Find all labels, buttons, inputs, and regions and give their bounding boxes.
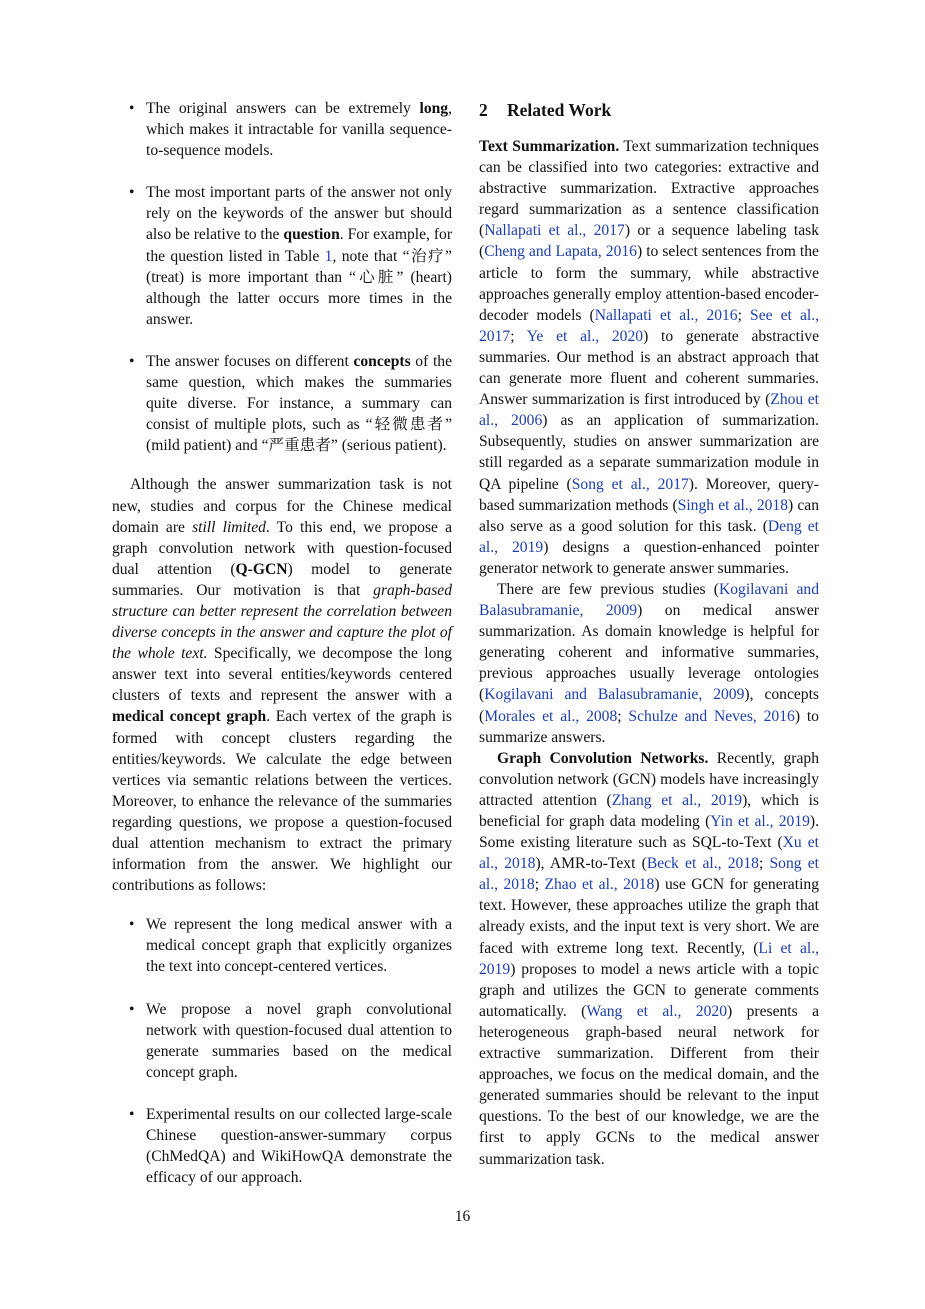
citation-link[interactable]: Song et al., 2017 [571,475,689,493]
citation-link[interactable]: Kogilavani and Balasubramanie, 2009 [484,686,745,704]
citation-link[interactable]: Zhang et al., 2019 [611,791,743,809]
right-column [479,98,819,1170]
section-heading: 2 Related Work [479,100,612,120]
citation-link[interactable]: Schulze and Neves, 2016 [628,707,795,725]
gcn-paragraph: Graph Convolution Networks. Recently, graph convolution network (GCN) models have increasingly attracted attention (Zhang et al., 2019), which is beneficial for graph data modeling (Yin et al., 2019). Some existing literature such as SQL-to-Text (Xu et al., 2018), AMR-to-Text (Beck et al., 2018; Song et al., 2018; Zhao et al., 2018) use GCN for generating text. However, these approaches utilize the graph that already exists, and the input text is very short. We are faced with extreme long text. Recently, (Li et al., 2019) proposes to model a news article with a topic graph and utilizes the GCN to generate comments automatically. (Wang et al., 2020) presents a heterogeneous graph-based neural network for extractive summarization. Different from their approaches, we focus on the medical domain, and the generated summaries should be relevant to the input questions. To the best of our knowledge, we are the first to apply GCNs to the medical answer summarization task. [479,749,820,1168]
citation-link[interactable]: Yin et al., 2019 [710,813,810,830]
contributions-list [112,914,452,1188]
citation-link[interactable]: Xu et al., 2018 [479,834,819,873]
list-item: • We propose a novel graph convolutional network with question-focused dual attention to generate summaries based on the medical concept graph. [112,999,452,1083]
list-item: • The original answers can be extremely long, which makes it intractable for vanilla sequence-to-sequence models. [112,98,452,161]
page-number: 16 [454,1208,471,1225]
citation-link[interactable]: Morales et al., 2008 [484,707,618,725]
citation-link[interactable]: Nallapati et al., 2017 [484,222,625,240]
intro-challenges-list [112,98,452,456]
citation-link[interactable]: Ye et al., 2020 [526,327,644,345]
citation-link[interactable]: See et al., 2017 [479,306,819,345]
motivation-paragraph: Although the answer summarization task is not new, studies and corpus for the Chinese medical domain are still limited. To this end, we propose a graph convolution network with question-focused dual attention (Q-GCN) model to generate summaries. Our motivation is that graph-based structure can better represent the correlation between diverse concepts in the answer and capture the plot of the whole text. Specifically, we decompose the long answer text into several entities/keywords centered clusters of texts and represent the answer with a medical concept graph. Each vertex of the graph is formed with concept clusters regarding the entities/keywords. We calculate the edge between vertices via semantic relations between the vertices. Moreover, to enhance the relevance of the summaries regarding questions, we propose a question-focused dual attention mechanism to extract the primary information from the answer. We highlight our contributions as follows: [112,476,452,895]
citation-link[interactable]: Singh et al., 2018 [677,496,789,514]
left-column [112,98,452,1188]
citation-link[interactable]: Song et al., 2018 [479,855,820,894]
citation-link[interactable]: Zhou et al., 2006 [479,391,819,430]
citation-link[interactable]: Kogilavani and Balasubramanie, 2009 [479,580,819,620]
medical-summarization-paragraph: There are few previous studies (Kogilavani and Balasubramanie, 2009) on medical answer summarization. As domain knowledge is helpful for generating coherent and informative summaries, previous approaches usually leverage ontologies (Kogilavani and Balasubramanie, 2009), concepts (Morales et al., 2008; Schulze and Neves, 2016) to summarize answers. [479,580,820,746]
citation-link[interactable]: Deng et al., 2019 [479,517,819,556]
citation-link[interactable]: Li et al., 2019 [479,939,819,978]
citation-link[interactable]: Cheng and Lapata, 2016 [484,243,637,261]
citation-link[interactable]: Wang et al., 2020 [586,1002,727,1020]
citation-link[interactable]: Nallapati et al., 2016 [594,306,738,324]
list-item: • The answer focuses on different concepts of the same question, which makes the summaries quite diverse. For instance, a summary can consist of multiple plots, such as “轻微患者” (mild patient) and “严重患者” (serious patient). [112,351,452,456]
list-item: • The most important parts of the answer not only rely on the keywords of the answer but should also be relative to the question. For example, for the question listed in Table 1, note that “治疗” (treat) is more important than “心脏” (heart) although the latter occurs more times in the answer. [112,182,452,330]
table-ref-link[interactable]: 1 [324,247,333,265]
list-item: • We represent the long medical answer with a medical concept graph that explicitly organizes the text into concept-centered vertices. [112,914,452,977]
citation-link[interactable]: Beck et al., 2018 [646,855,759,873]
citation-link[interactable]: Zhao et al., 2018 [544,876,655,894]
text-summarization-paragraph: Text Summarization. Text summarization techniques can be classified into two categories: extractive and abstractive summarization. Extractive approaches regard summarization as a sentence classification (Nallapati et al., 2017) or a sequence labeling task (Cheng and Lapata, 2016) to select sentences from the article to form the summary, while abstractive approaches generally employ attention-based encoder-decoder models (Nallapati et al., 2016; See et al., 2017; Ye et al., 2020) to generate abstractive summaries. Our method is an abstract approach that can generate more fluent and coherent summaries. Answer summarization is first introduced by (Zhou et al., 2006) as an application of summarization. Subsequently, studies on answer summarization are still regarded as a separate summarization module in QA pipeline (Song et al., 2017). Moreover, query-based summarization methods (Singh et al., 2018) can also serve as a good solution for this task. (Deng et al., 2019) designs a question-enhanced pointer generator network to generate answer summaries. [479,138,820,577]
list-item: • Experimental results on our collected large-scale Chinese question-answer-summary corpus (ChMedQA) and WikiHowQA demonstrate the efficacy of our approach. [112,1104,452,1188]
